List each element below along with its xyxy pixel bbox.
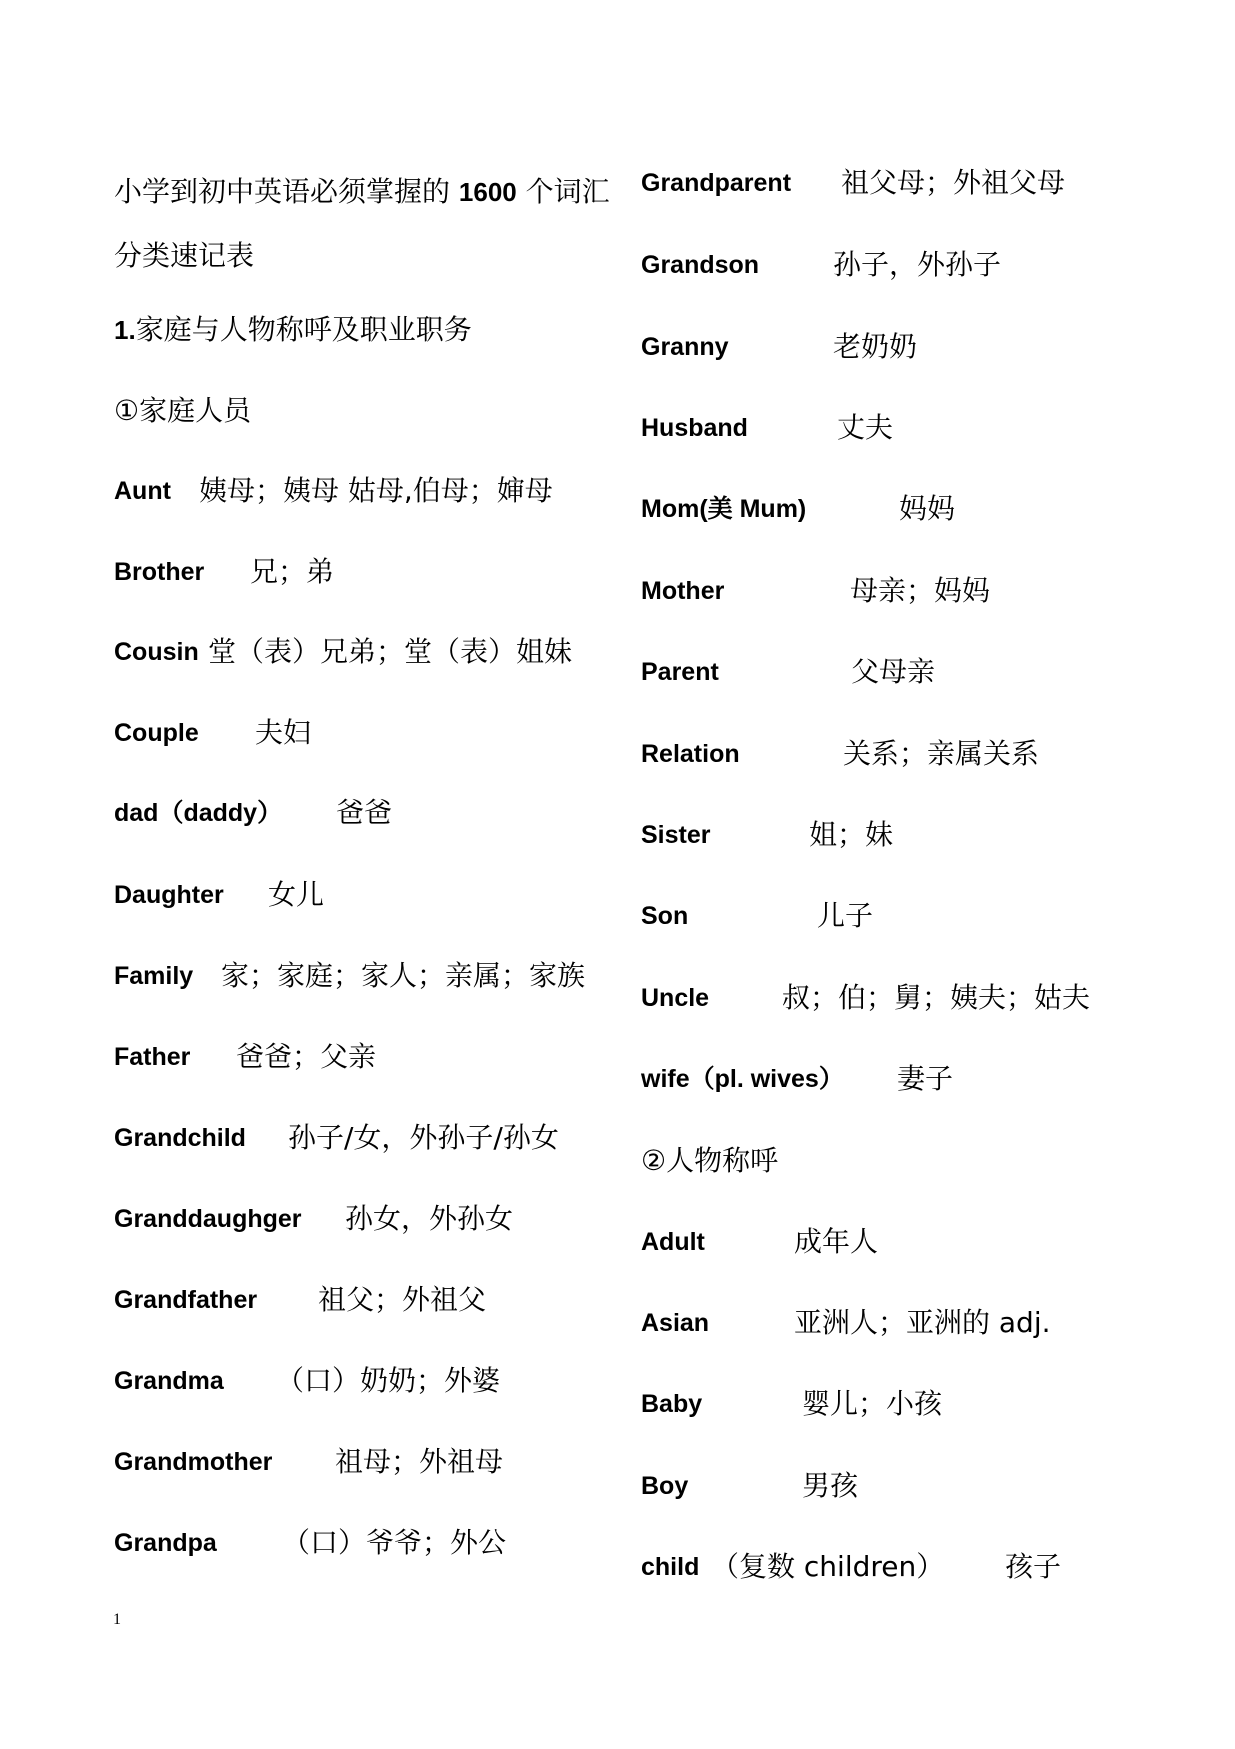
entry-chinese: 兄；弟 (250, 555, 335, 588)
vocab-entry (641, 1222, 1181, 1262)
vocab-entry (114, 1118, 604, 1158)
entry-chinese: 妈妈 (899, 492, 956, 525)
entry-chinese: 女儿 (268, 878, 325, 911)
entry-english: Relation (641, 740, 740, 768)
entry-english: Couple (114, 719, 199, 747)
entry-english: Aunt (114, 477, 171, 505)
vocab-entry (114, 1280, 604, 1320)
entry-english: Cousin (114, 638, 199, 666)
entry-english: Sister (641, 821, 711, 849)
entry-english: Grandson (641, 251, 760, 279)
entry-english: Granddaughger (114, 1205, 302, 1233)
entry-english: Grandchild (114, 1124, 246, 1152)
entry-chinese: （口）奶奶；外婆 (276, 1364, 501, 1397)
entry-chinese: 妻子 (897, 1062, 954, 1095)
vocab-entry (641, 1059, 1181, 1099)
vocab-entry (641, 327, 1181, 367)
entry-english: Mom(美 Mum) (641, 495, 807, 523)
entry-english: dad（daddy） (114, 799, 283, 827)
entry-chinese: 祖父母；外祖父母 (841, 166, 1066, 199)
subsection-heading-family: ①家庭人员 (114, 394, 252, 427)
entry-chinese: 爸爸；父亲 (236, 1040, 377, 1073)
vocab-entry (641, 734, 1181, 774)
entry-english: wife（pl. wives） (641, 1065, 844, 1093)
entry-chinese: 姐；妹 (809, 818, 894, 851)
section-heading (114, 310, 472, 350)
entry-chinese: 孙子/女，外孙子/孙女 (288, 1121, 559, 1154)
vocab-entry (114, 471, 604, 511)
entry-english: Brother (114, 558, 205, 586)
vocab-entry (641, 489, 1181, 529)
entry-chinese: 婴儿；小孩 (802, 1387, 943, 1420)
vocab-entry (641, 245, 1181, 285)
entry-chinese: 祖母；外祖母 (335, 1445, 504, 1478)
vocab-entry (641, 896, 1181, 936)
page-number: 1 (113, 1611, 121, 1628)
vocab-entry (114, 713, 604, 753)
vocab-entry (641, 978, 1181, 1018)
vocab-entry (641, 163, 1181, 203)
entry-chinese: 姨母；姨母 姑母,伯母；婶母 (199, 474, 553, 507)
entry-chinese: 成年人 (794, 1225, 879, 1258)
entry-chinese: 男孩 (802, 1469, 859, 1502)
title-prefix: 小学到初中英语必须掌握的 (114, 175, 459, 208)
vocab-entry (641, 1384, 1181, 1424)
entry-english: Adult (641, 1228, 705, 1256)
entry-english: Son (641, 902, 689, 930)
entry-english: Daughter (114, 881, 224, 909)
entry-chinese: 亚洲人；亚洲的 adj. (794, 1306, 1051, 1339)
vocab-entry (114, 1361, 604, 1401)
entry-english: Family (114, 962, 194, 990)
vocab-entry (641, 571, 1181, 611)
section-number: 1. (114, 315, 136, 345)
entry-english: Uncle (641, 984, 710, 1012)
vocab-entry (114, 956, 604, 996)
vocab-entry (641, 815, 1181, 855)
title-suffix: 个词汇分类速记表 (114, 175, 610, 272)
entry-english: child (641, 1553, 700, 1581)
entry-chinese: 老奶奶 (833, 330, 918, 363)
vocab-entry (641, 652, 1181, 692)
entry-chinese: 关系；亲属关系 (843, 737, 1040, 770)
entry-chinese: 堂（表）兄弟；堂（表）姐妹 (208, 635, 573, 668)
vocab-entry (641, 1466, 1181, 1506)
entry-chinese: 父母亲 (851, 655, 936, 688)
entry-english: Mother (641, 577, 725, 605)
entry-english: Parent (641, 658, 719, 686)
entry-english: Asian (641, 1309, 710, 1337)
entry-chinese: 夫妇 (255, 716, 312, 749)
subsection-heading-people: ②人物称呼 (641, 1144, 779, 1177)
vocab-entry (641, 408, 1181, 448)
entry-chinese: 爸爸 (336, 796, 393, 829)
entry-chinese: 孙女，外孙女 (345, 1202, 514, 1235)
vocab-entry (114, 793, 604, 833)
vocab-entry (641, 1303, 1181, 1343)
entry-chinese: 孙子，外孙子 (833, 248, 1002, 281)
entry-chinese: （口）爷爷；外公 (282, 1526, 507, 1559)
vocab-entry (114, 1442, 604, 1482)
entry-english: Baby (641, 1390, 703, 1418)
vocab-entry (114, 552, 604, 592)
entry-english: Grandmother (114, 1448, 273, 1476)
entry-english: Grandma (114, 1367, 224, 1395)
document-title (114, 160, 614, 288)
entry-note: （复数 children） (711, 1550, 945, 1583)
entry-english: Grandparent (641, 169, 792, 197)
vocab-entry (641, 1547, 1181, 1587)
entry-english: Husband (641, 414, 748, 442)
entry-english: Grandpa (114, 1529, 217, 1557)
entry-chinese: 丈夫 (837, 411, 894, 444)
vocab-entry (114, 632, 604, 672)
entry-english: Boy (641, 1472, 689, 1500)
vocab-entry (114, 1037, 604, 1077)
vocab-entry (114, 1523, 604, 1563)
entry-chinese: 家；家庭；家人；亲属；家族 (221, 959, 586, 992)
entry-english: Father (114, 1043, 191, 1071)
entry-chinese: 叔；伯；舅；姨夫；姑夫 (782, 981, 1091, 1014)
entry-english: Grandfather (114, 1286, 258, 1314)
entry-chinese: 祖父；外祖父 (318, 1283, 487, 1316)
entry-chinese: 孩子 (1005, 1550, 1062, 1583)
entry-english: Granny (641, 333, 729, 361)
entry-chinese: 儿子 (817, 899, 874, 932)
title-number: 1600 (458, 177, 517, 207)
vocab-entry (114, 875, 604, 915)
entry-chinese: 母亲；妈妈 (850, 574, 991, 607)
section-title: 家庭与人物称呼及职业职务 (135, 313, 472, 346)
vocab-entry (114, 1199, 604, 1239)
